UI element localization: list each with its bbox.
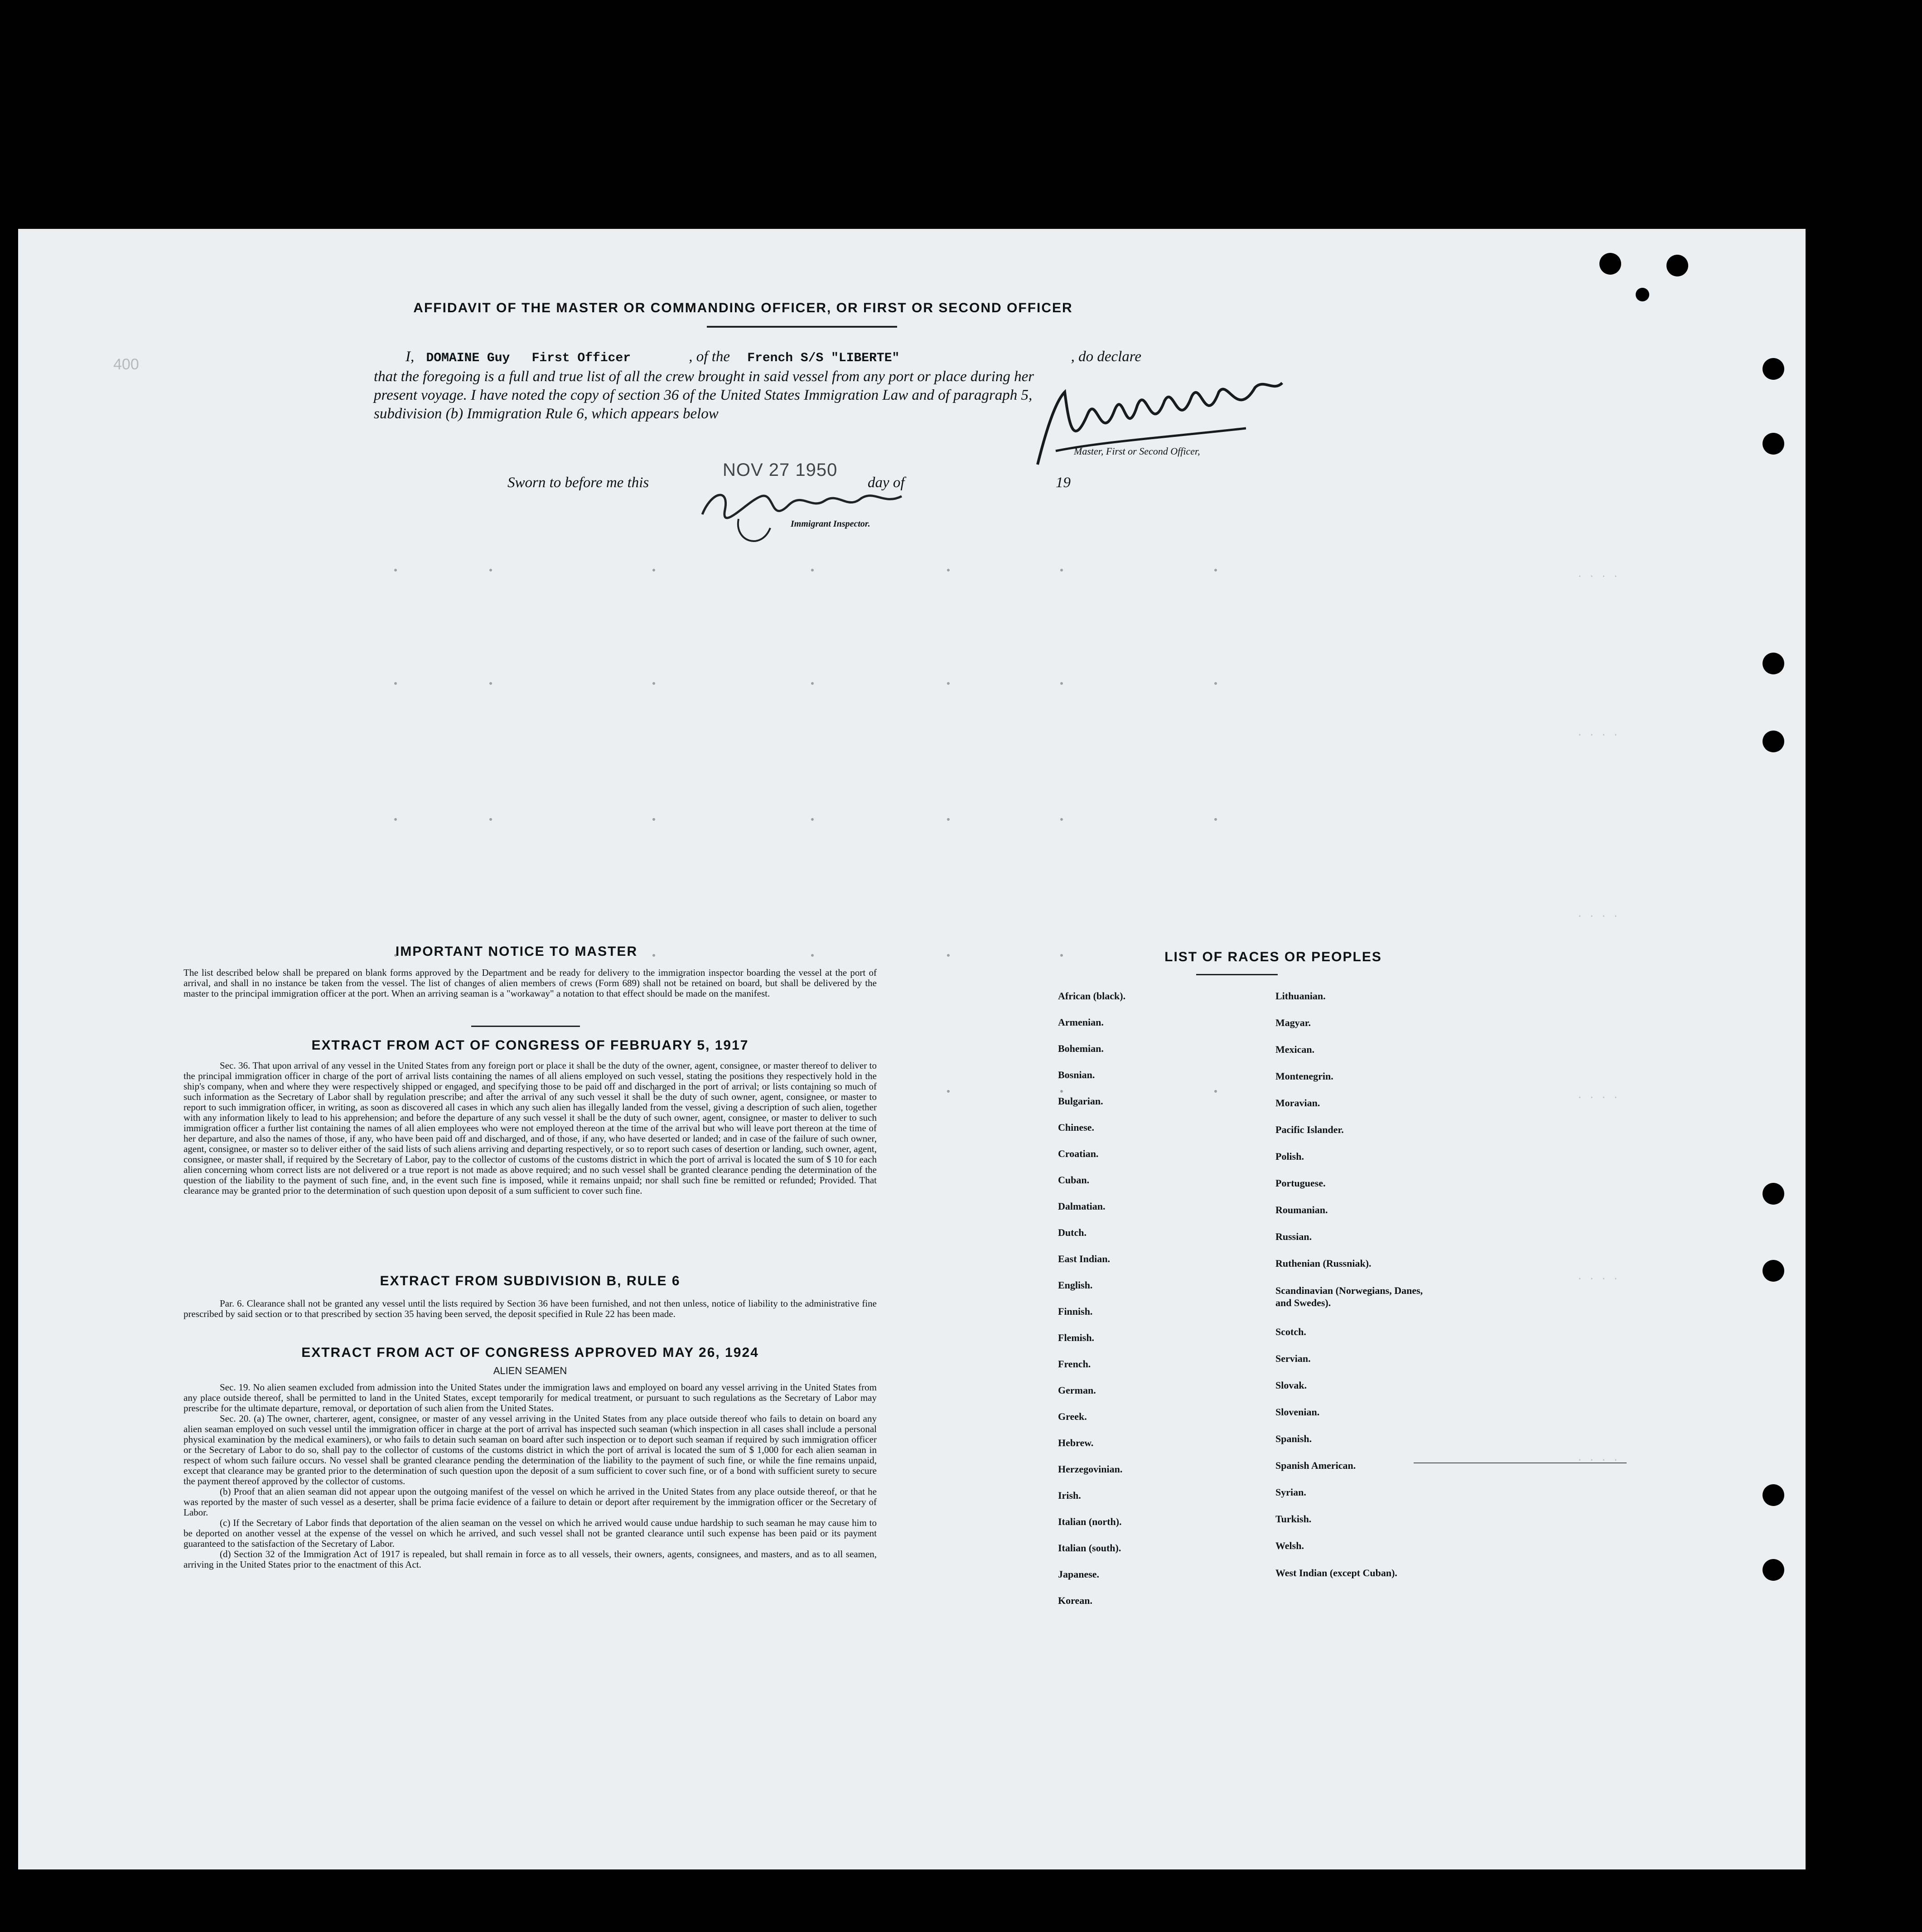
- extract-1924-subtitle: ALIEN SEAMEN: [493, 1365, 567, 1376]
- punch-hole: [1763, 653, 1784, 674]
- document-page: 400 AFFIDAVIT OF THE MASTER OR COMMANDING OFFICER, OR FIRST OR SECOND OFFICER I, DOMAINE Guy First Officer , of the French S/S "LIBERTE" , do declare that the foregoing is a full and true list of all the crew brought in said vessel from any port or place during her present voyage. I have noted the copy of section 36 of the United States Immigration Law and of paragraph 5, subdivision (b) Immigration Rule 6, which appears below Master, First or Second Officer, Sworn to before me this NOV 27 1950 day of 19 Immigrant Inspector. IMPORTANT NOTICE TO MASTER The list described below shall be prepared on blank forms approved by the Department and be ready for delivery to the immigration inspector boarding the vessel at the port of arrival, and shall in no instance be taken from the vessel. The list of changes of alien members of crews (Form 689) shall not be retained on board, but shall be delivered by the master to the principal immigration officer at the port. When an arriving seaman is a "workaway" a notation to that effect should be made on the manifest. EXTRACT FROM ACT OF CONGRESS OF FEBRUARY 5, 1917 Sec. 36. That upon arrival of any vessel in the United States from any foreign port or place it shall be the duty of the owner, agent, consignee, or master thereof to deliver to the principal immigration officer in charge of the port of arrival lists containing the names of all aliens employed on such vessel, stating the positions they respectively hold in the ship's company, when and where they were respectively shipped or engaged, and specifying those to be paid off and discharged in the port of arrival; or lists containing so much of such information as the Secretary of Labor shall by regulation prescribe; and after the arrival of any such vessel it shall be the duty of such owner, agent, consignee, or master to report to such immigration officer, in writing, as soon as discovered all cases in which any such alien has illegally landed from the vessel, giving a description of such alien, together with any information likely to lead to his apprehension; and before the departure of any such vessel it shall be the duty of such owner, agent, consignee, or master to deliver to such immigration officer a further list containing the names of all alien employees who were not employed thereon at the time of the arrival but who will leave port thereon at the time of her departure, and also the names of those, if any, who have been paid off and discharged, and of those, if any, who have deserted or landed; and in case of the failure of such owner, agent, consignee, or master so to deliver either of the said lists of such aliens arriving and departing respectively, or so to report such cases of desertion or landing, such owner, agent, consignee, or master shall, if required by the Secretary of Labor, pay to the collector of customs of the customs district in which the port of arrival is located the sum of $ 10 for each alien concerning whom correct lists are not delivered or a true report is not made as above required; and no such vessel shall be granted clearance pending the determination of the question of the liability to the payment of such fine, and, in the event such fine is imposed, while it remains unpaid; nor shall such fine be remitted or refunded; Provided. That clearance may be granted prior to the determination of such question upon deposit of a sum sufficient to cover such fine. EXTRACT FROM SUBDIVISION B, RULE 6 Par. 6. Clearance shall not be granted any vessel until the lists required by Section 36 have been furnished, and not then unless, notice of liability to the administrative fine prescribed by said section or to that prescribed by section 35 having been served, the deposit specified in Rule 22 has been made. EXTRACT FROM ACT OF CONGRESS APPROVED MAY 26, 1924 ALIEN SEAMEN Sec. 19. No alien seamen excluded from admission into the United States under the immigration laws and employed on board any vessel arriving in the United States from any place outside thereof, shall be permitted to land in the United States, except temporarily for medical treatment, or pursuant to such regulations as the Secretary of Labor may prescribe for the ultimate departure, removal, or deportation of such alien from the United States. Sec. 20. (a) The owner, charterer, agent, consignee, or master of any vessel arriving in the United States from any place outside thereof who fails to detain on board any alien seaman employed on such vessel until the immigration officer in charge at the port of arrival has inspected such seaman (which inspection in all cases shall include a personal physical examination by the medical examiners), or who fails to detain such seaman on board after such inspection or to deport such seaman if required by such immigration officer or the Secretary of Labor to do so, shall pay to the collector of customs of the customs district in which the port of arrival is located the sum of $ 1,000 for each alien seaman in respect of whom such failure occurs. No vessel shall be granted clearance pending the determination of the liability to the payment of such fine, or while the fine remains unpaid, except that clearance may be granted prior to the determination of such question upon the deposit of a sum sufficient to cover such fine, or of a bond with sufficient surety to secure the payment thereof approved by the collector of customs. (b) Proof that an alien seaman did not appear upon the outgoing manifest of the vessel on which he arrived in the United States from any place outside thereof, or that he was reported by the master of such vessel as a deserter, shall be prima facie evidence of a failure to detain or deport after requirement by the immigration officer or the Secretary of Labor. (c) If the Secretary of Labor finds that deportation of the alien seaman on the vessel on which he arrived would cause undue hardship to such seaman he may cause him to be deported on another vessel at the expense of the vessel on which he arrived, and such vessel shall not be granted clearance until such expense has been paid or its payment guaranteed to the satisfaction of the Secretary of Labor. (d) Section 32 of the Immigration Act of 1917 is repealed, but shall remain in force as to all vessels, their owners, agents, consignees, and masters, and as to all seamen, arriving in the United States prior to the enactment of this Act. LIST OF RACES OR PEOPLES African (black). Armenian. Bohemian. Bosnian. Bulgarian. Chinese. Croatian. Cuban. Dalmatian. Dutch. East Indian. English. Finnish. Flemish. French. German. Greek. Hebrew. Herzegovinian. Irish. Italian (north). Italian (south). Japanese. Korean. Lithuanian. Magyar. Mexican. Montenegrin. Moravian. Pacific Islander. Polish. Portuguese. Roumanian. Russian. Ruthenian (Russniak). Scandinavian (Norwegians, Danes, and Swedes). Scotch. Servian. Slovak. Slovenian. Spanish. Spanish American. Syrian. Turkish. Welsh. West Indian (except Cuban). . . . . . . . . . . . . . . . . . . . . . . . .: [18, 229, 1806, 1869]
- notice-rule: [471, 1026, 580, 1027]
- race-item: Armenian.: [1058, 1017, 1104, 1028]
- year-prefix: 19: [1056, 475, 1071, 491]
- race-item: Ruthenian (Russniak).: [1275, 1258, 1371, 1269]
- race-item: Herzegovinian.: [1058, 1463, 1123, 1475]
- extract-1917-body: Sec. 36. That upon arrival of any vessel in the United States from any foreign port or place it shall be the duty of the owner, agent, consignee, or master thereof to deliver to the principal immigration officer in charge of the port of arrival lists containing the names of all aliens employed on such vessel, stating the positions they respectively hold in the ship's company, when and where they were respectively shipped or engaged, and specifying those to be paid off and discharged in the port of arrival; or lists containing so much of such information as the Secretary of Labor shall by regulation prescribe; and after the arrival of any such vessel it shall be the duty of such owner, agent, consignee, or master to report to such immigration officer, in writing, as soon as discovered all cases in which any such alien has illegally landed from the vessel, giving a description of such alien, together with any information likely to lead to his apprehension; and before the departure of any such vessel it shall be the duty of such owner, agent, consignee, or master to deliver to such immigration officer a further list containing the names of all alien employees who were not employed thereon at the time of the arrival but who will leave port thereon at the time of her departure, and also the names of those, if any, who have been paid off and discharged, and of those, if any, who have deserted or landed; and in case of the failure of such owner, agent, consignee, or master so to deliver either of the said lists of such aliens arriving and departing respectively, or so to report such cases of desertion or landing, such owner, agent, consignee, or master shall, if required by the Secretary of Labor, pay to the collector of customs of the customs district in which the port of arrival is located the sum of $ 10 for each alien concerning whom correct lists are not delivered or a true report is not made as above required; and no such vessel shall be granted clearance pending the determination of the question of the liability to the payment of such fine, and, in the event such fine is imposed, while it remains unpaid; nor shall such fine be remitted or refunded; Provided. That clearance may be granted prior to the determination of such question upon deposit of a sum sufficient to cover such fine.: [184, 1060, 877, 1196]
- sworn-text: Sworn to before me this: [507, 475, 649, 491]
- race-item: Spanish American.: [1275, 1460, 1356, 1471]
- punch-hole: [1763, 731, 1784, 752]
- officer-name: DOMAINE Guy: [426, 351, 510, 365]
- race-item: Dalmatian.: [1058, 1201, 1106, 1212]
- races-title: LIST OF RACES OR PEOPLES: [1164, 949, 1382, 964]
- margin-number: 400: [113, 356, 139, 373]
- race-item: Japanese.: [1058, 1569, 1100, 1580]
- race-item: Syrian.: [1275, 1487, 1306, 1498]
- race-item: Bohemian.: [1058, 1043, 1104, 1054]
- race-item: Welsh.: [1275, 1540, 1304, 1551]
- rule6-body: Par. 6. Clearance shall not be granted any vessel until the lists required by Section 36 have been furnished, and not then unless, notice of liability to the administrative fine prescribed by said section or to that prescribed by section 35 having been served, the deposit specified in Rule 22 has been made.: [184, 1298, 877, 1319]
- race-item: Mexican.: [1275, 1044, 1315, 1055]
- punch-hole: [1763, 1559, 1784, 1581]
- race-item: Finnish.: [1058, 1306, 1093, 1317]
- do-declare-text: , do declare: [1071, 349, 1142, 365]
- races-rule: [1196, 974, 1278, 975]
- race-item: German.: [1058, 1385, 1096, 1396]
- race-item: Portuguese.: [1275, 1177, 1326, 1189]
- race-item: West Indian (except Cuban).: [1275, 1567, 1397, 1579]
- punch-hole: [1599, 253, 1621, 275]
- inspector-signature: [684, 474, 938, 551]
- race-item: Roumanian.: [1275, 1204, 1328, 1215]
- extract-1917-title: EXTRACT FROM ACT OF CONGRESS OF FEBRUARY 5, 1917: [311, 1038, 749, 1053]
- race-item: Croatian.: [1058, 1148, 1099, 1159]
- race-item: African (black).: [1058, 990, 1126, 1002]
- race-item: Italian (north).: [1058, 1516, 1122, 1527]
- race-item: Russian.: [1275, 1231, 1312, 1242]
- race-item: Cuban.: [1058, 1174, 1090, 1186]
- race-item: Scotch.: [1275, 1326, 1306, 1337]
- title-rule: [707, 326, 897, 328]
- punch-hole: [1763, 1260, 1784, 1282]
- notice-body: The list described below shall be prepared on blank forms approved by the Department and be ready for delivery to the immigration inspector boarding the vessel at the port of arrival, and shall in no instance be taken from the vessel. The list of changes of alien members of crews (Form 689) shall not be retained on board, but shall be delivered by the master to the principal immigration officer at the port. When an arriving seaman is a "workaway" a notation to that effect should be made on the manifest.: [184, 967, 877, 999]
- race-item: Montenegrin.: [1275, 1070, 1333, 1082]
- race-item: Flemish.: [1058, 1332, 1095, 1343]
- race-item: Polish.: [1275, 1151, 1304, 1162]
- race-item: Spanish.: [1275, 1433, 1312, 1444]
- affidavit-line-2: that the foregoing is a full and true list of all the crew brought in said vessel from any port or place during her: [374, 368, 1034, 385]
- affidavit-prefix: I,: [406, 349, 415, 365]
- race-item: Lithuanian.: [1275, 990, 1326, 1002]
- race-item: Chinese.: [1058, 1122, 1095, 1133]
- rule6-title: EXTRACT FROM SUBDIVISION B, RULE 6: [380, 1273, 681, 1288]
- race-item: Irish.: [1058, 1490, 1081, 1501]
- punch-hole: [1763, 358, 1784, 380]
- extract-1924-sec20c: (c) If the Secretary of Labor finds that deportation of the alien seaman on the vessel on which he arrived would cause undue hardship to such seaman he may cause him to be deported on another vessel at the expense of the vessel on which he arrived, and such vessel shall not be granted clearance until such expense has been paid or its payment guaranteed to the satisfaction of the Secretary of Labor.: [184, 1517, 877, 1549]
- notice-title: IMPORTANT NOTICE TO MASTER: [395, 944, 638, 959]
- extract-1924-sec20b: (b) Proof that an alien seaman did not appear upon the outgoing manifest of the vessel on which he arrived in the United States from any place outside thereof, or that he was reported by the master of such vessel as a deserter, shall be prima facie evidence of a failure to detain or deport after requirement by the immigration officer or the Secretary of Labor.: [184, 1486, 877, 1518]
- race-item: French.: [1058, 1358, 1091, 1370]
- race-item: Slovenian.: [1275, 1406, 1320, 1418]
- officer-caption: Master, First or Second Officer,: [1074, 445, 1200, 457]
- extract-1924-sec20a: Sec. 20. (a) The owner, charterer, agent, consignee, or master of any vessel arriving in the United States from any place outside thereof who fails to detain on board any alien seaman employed on such vessel until the immigration officer in charge at the port of arrival has inspected such seaman (which inspection in all cases shall include a personal physical examination by the medical examiners), or who fails to detain such seaman on board after such inspection or to deport such seaman if required by such immigration officer or the Secretary of Labor to do so, shall pay to the collector of customs of the customs district in which the port of arrival is located the sum of $ 1,000 for each alien seaman in respect of whom such failure occurs. No vessel shall be granted clearance pending the determination of the liability to the payment of such fine, or while the fine remains unpaid, except that clearance may be granted prior to the determination of such question upon the deposit of a sum sufficient to cover such fine, or of a bond with sufficient surety to secure the payment thereof approved by the collector of customs.: [184, 1413, 877, 1487]
- date-stamp: NOV 27 1950: [723, 460, 838, 480]
- race-item: Magyar.: [1275, 1017, 1311, 1028]
- affidavit-title: AFFIDAVIT OF THE MASTER OR COMMANDING OFFICER, OR FIRST OR SECOND OFFICER: [413, 300, 1073, 315]
- race-item: Greek.: [1058, 1411, 1087, 1422]
- punch-hole: [1666, 255, 1688, 276]
- race-item: Pacific Islander.: [1275, 1124, 1344, 1135]
- extract-1924-sec19: Sec. 19. No alien seamen excluded from admission into the United States under the immigration laws and employed on board any vessel arriving in the United States from any place outside thereof, shall be permitted to land in the United States, except temporarily for medical treatment, or pursuant to such regulations as the Secretary of Labor may prescribe for the ultimate departure, removal, or deportation of such alien from the United States.: [184, 1382, 877, 1414]
- affidavit-line-3: present voyage. I have noted the copy of section 36 of the United States Immigration Law and of paragraph 5,: [374, 387, 1033, 403]
- day-of-text: day of: [868, 475, 905, 491]
- officer-rank: First Officer: [531, 351, 631, 365]
- race-item: Italian (south).: [1058, 1542, 1121, 1554]
- race-item: Bosnian.: [1058, 1069, 1095, 1080]
- race-item: Dutch.: [1058, 1227, 1087, 1238]
- race-item: English.: [1058, 1279, 1093, 1291]
- race-item: Bulgarian.: [1058, 1095, 1103, 1107]
- officer-signature: [1029, 374, 1300, 478]
- race-item: Slovak.: [1275, 1380, 1307, 1391]
- race-item: East Indian.: [1058, 1253, 1110, 1264]
- faint-rule: [1414, 1462, 1627, 1463]
- punch-hole: [1763, 1183, 1784, 1205]
- extract-1924-body: [184, 1382, 877, 1570]
- punch-hole: [1763, 1484, 1784, 1506]
- affidavit-line-4: subdivision (b) Immigration Rule 6, which appears below: [374, 406, 719, 422]
- race-item: Hebrew.: [1058, 1437, 1094, 1448]
- race-item: Turkish.: [1275, 1513, 1312, 1525]
- punch-hole: [1636, 288, 1649, 301]
- vessel-name: French S/S "LIBERTE": [747, 351, 900, 365]
- race-item: Korean.: [1058, 1595, 1092, 1606]
- inspector-caption: Immigrant Inspector.: [791, 519, 870, 529]
- race-item: Scandinavian (Norwegians, Danes, and Swedes).: [1275, 1285, 1423, 1308]
- race-item: Moravian.: [1275, 1097, 1320, 1109]
- punch-hole: [1763, 433, 1784, 455]
- extract-1924-sec20d: (d) Section 32 of the Immigration Act of 1917 is repealed, but shall remain in force as to all vessels, their owners, agents, consignees, and masters, and as to all seamen, arriving in the United States prior to the enactment of this Act.: [184, 1549, 877, 1570]
- of-the-text: , of the: [689, 349, 730, 365]
- extract-1924-title: EXTRACT FROM ACT OF CONGRESS APPROVED MAY 26, 1924: [301, 1345, 759, 1360]
- race-item: Servian.: [1275, 1353, 1311, 1364]
